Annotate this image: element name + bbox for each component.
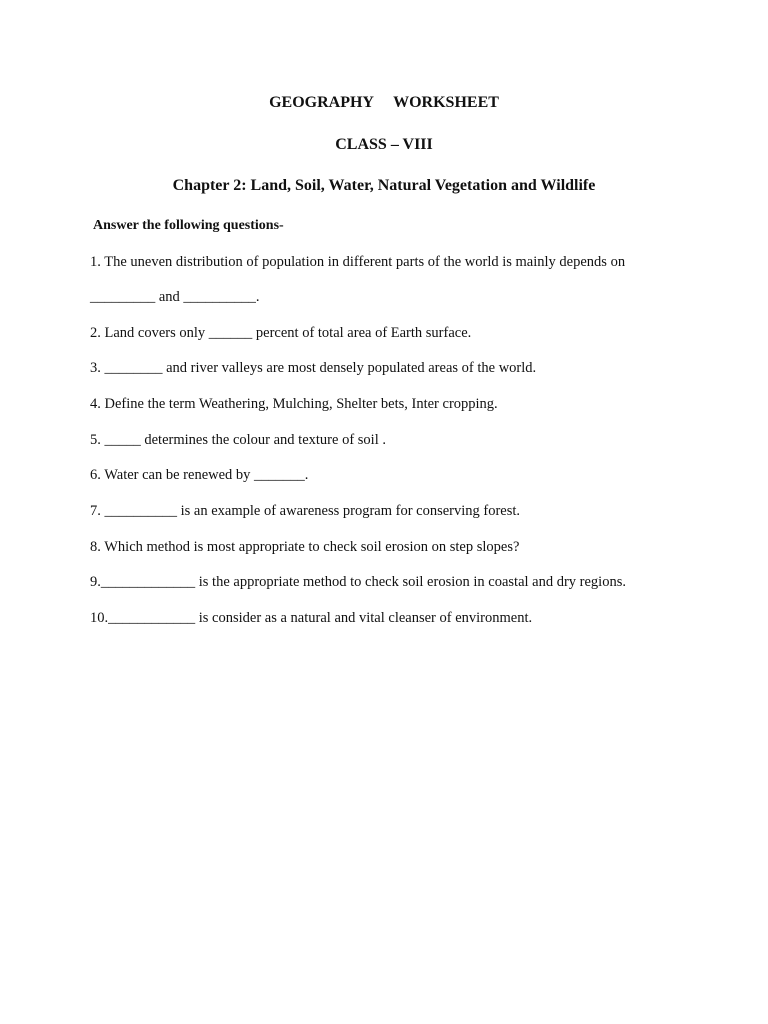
question-10: 10.____________ is consider as a natural and vital cleanser of environment. [90,610,533,626]
question-8: 8. Which method is most appropriate to check soil erosion on step slopes? [90,539,520,555]
question-3: 3. ________ and river valleys are most densely populated areas of the world. [90,360,537,376]
question-4: 4. Define the term Weathering, Mulching, Shelter bets, Inter cropping. [90,396,498,412]
class-line: CLASS – VIII [335,136,433,153]
chapter-heading: Chapter 2: Land, Soil, Water, Natural Vegetation and Wildlife [172,177,596,194]
question-7: 7. __________ is an example of awareness program for conserving forest. [90,503,521,519]
question-9: 9._____________ is the appropriate method to check soil erosion in coastal and dry regions. [90,574,626,590]
question-5: 5. _____ determines the colour and texture of soil . [90,432,386,448]
worksheet-title: GEOGRAPHY WORKSHEET [269,94,499,111]
question-6: 6. Water can be renewed by _______. [90,467,309,483]
question-1-line-2: _________ and __________. [90,289,260,305]
question-2: 2. Land covers only ______ percent of total area of Earth surface. [90,325,472,341]
instruction-text: Answer the following questions- [93,218,284,233]
question-1-line-1: 1. The uneven distribution of population in different parts of the world is mainly depends on [90,254,626,270]
